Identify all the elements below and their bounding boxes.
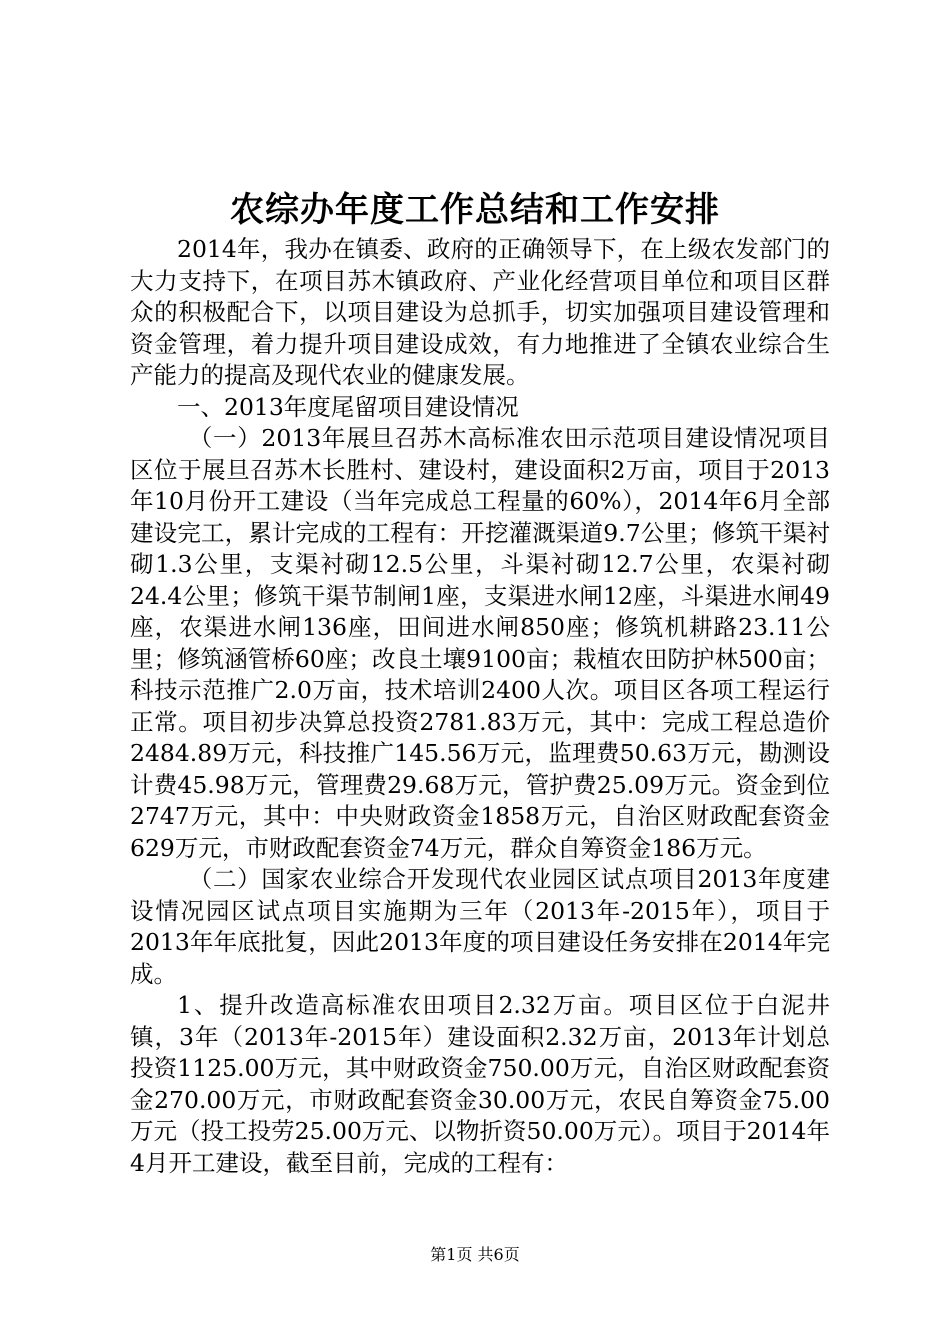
paragraph-subsection-1: （一）2013年展旦召苏木高标准农田示范项目建设情况项目区位于展旦召苏木长胜村、建设村，建设面积2万亩，项目于2013年10月份开工建设（当年完成总工程量的60%），2014年6月全部建设完工，累计完成的工程有：开挖灌溉渠道9.7公里；修筑干渠衬砌1.3公里，支渠衬砌12.5公里，斗渠衬砌12.7公里，农渠衬砌24.4公里；修筑干渠节制闸1座，支渠进水闸12座，斗渠进水闸49座，农渠进水闸136座，田间进水闸850座；修筑机耕路23.11公里；修筑涵管桥60座；改良土壤9100亩；栽植农田防护林500亩；科技示范推广2.0万亩，技术培训2400人次。项目区各项工程运行正常。项目初步决算总投资2781.83万元，其中：完成工程总造价2484.89万元，科技推广145.56万元，监理费50.63万元，勘测设计费45.98万元，管理费29.68万元，管护费25.09万元。资金到位2747万元，其中：中央财政资金1858万元，自治区财政配套资金629万元，市财政配套资金74万元，群众自筹资金186万元。 xyxy=(130,424,830,862)
section-heading-1: 一、2013年度尾留项目建设情况 xyxy=(177,392,519,421)
paragraph-intro: 2014年，我办在镇委、政府的正确领导下，在上级农发部门的大力支持下，在项目苏木镇政府、产业化经营项目单位和项目区群众的积极配合下，以项目建设为总抓手，切实加强项目建设管理和资金管理，着力提升项目建设成效，有力地推进了全镇农业综合生产能力的提高及现代农业的健康发展。 xyxy=(130,235,830,389)
document-title: 农综办年度工作总结和工作安排 xyxy=(230,190,720,230)
paragraph-subsection-2: （二）国家农业综合开发现代农业园区试点项目2013年度建设情况园区试点项目实施期为三年（2013年-2015年），项目于2013年年底批复，因此2013年度的项目建设任务安排在2014年完成。 xyxy=(130,865,830,988)
document-body xyxy=(130,234,830,1179)
paragraph-item-1: 1、提升改造高标准农田项目2.32万亩。项目区位于白泥井镇，3年（2013年-2015年）建设面积2.32万亩，2013年计划总投资1125.00万元，其中财政资金750.00万元，自治区财政配套资金270.00万元，市财政配套资金30.00万元，农民自筹资金75.00万元（投工投劳25.00万元、以物折资50.00万元）。项目于2014年4月开工建设，截至目前，完成的工程有： xyxy=(130,991,830,1177)
page-footer: 第1页 共6页 xyxy=(430,1245,520,1264)
